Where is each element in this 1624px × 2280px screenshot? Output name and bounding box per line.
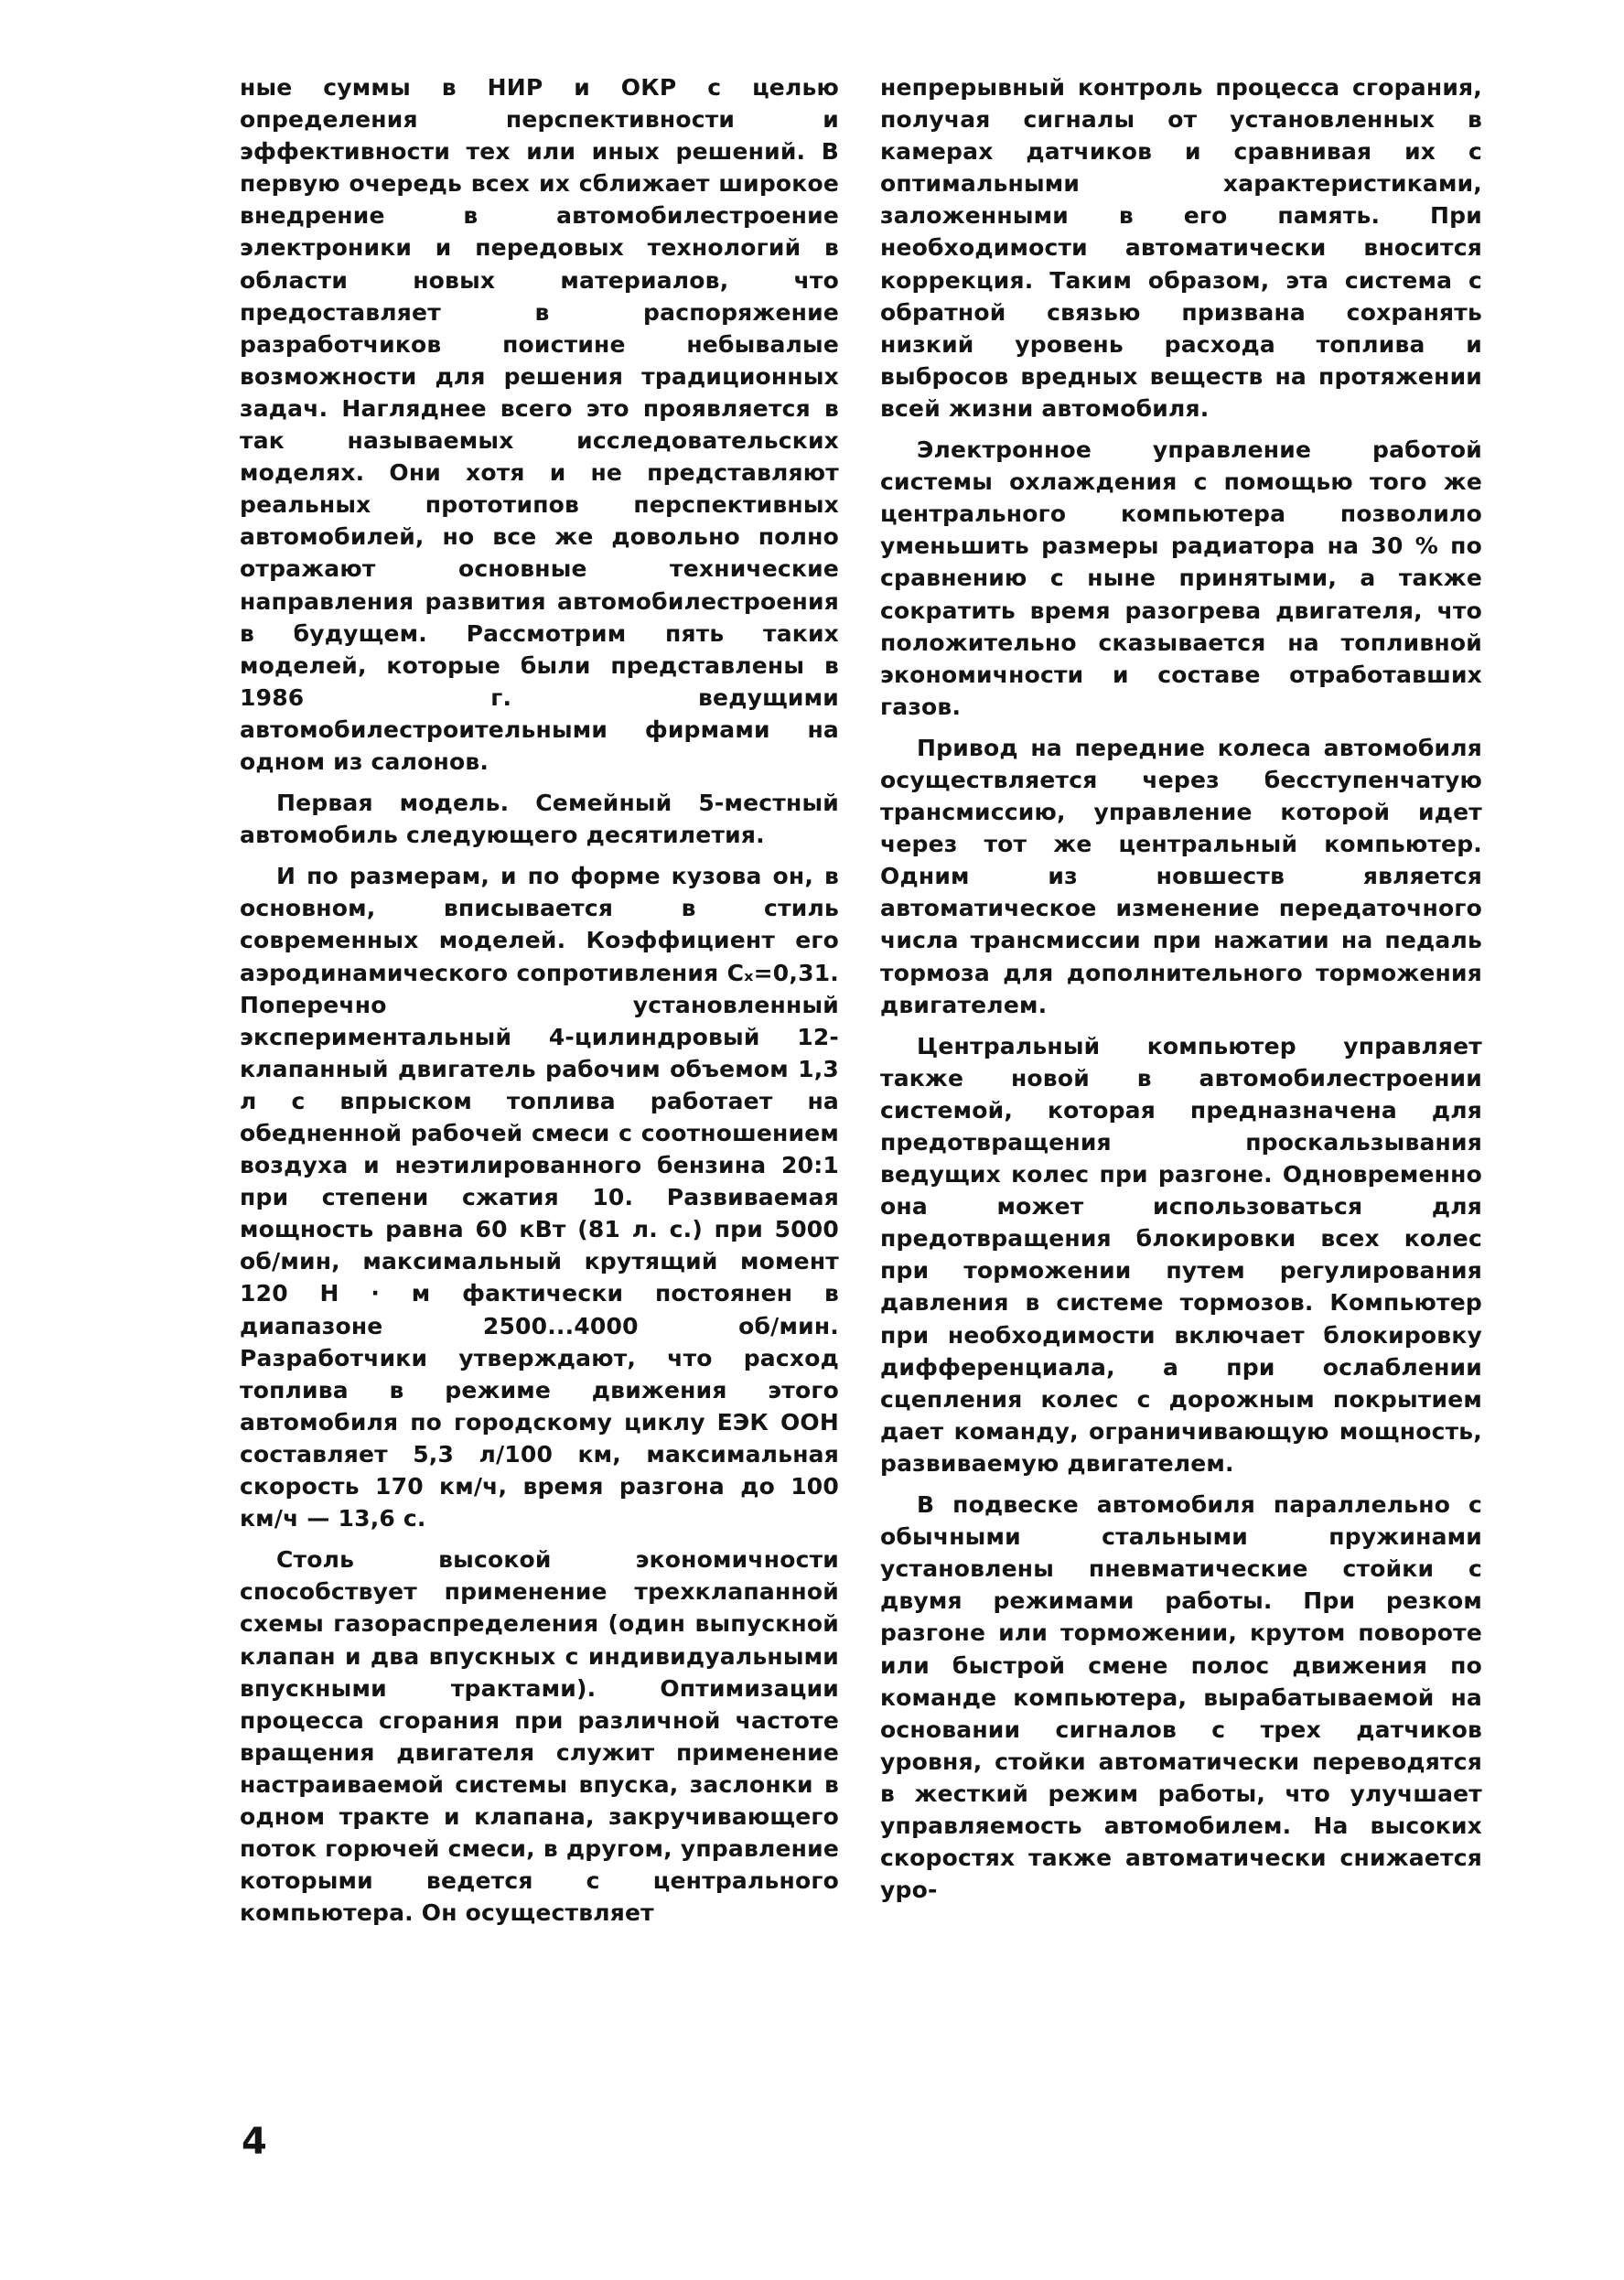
- page-number: 4: [242, 2121, 267, 2163]
- section-lead: Первая модель.: [276, 790, 510, 817]
- paragraph: непрерывный контроль процесса сгорания, получая сигналы от установленных в камерах датчиков и сравнивая их с оптимальными характеристиками, заложенными в его память. При необходимости автоматически вносится коррекция. Таким образом, эта система с обратной связью призвана сохранять низкий уровень расхода топлива и выбросов вредных веществ на протяжении всей жизни автомобиля.: [880, 74, 1482, 422]
- paragraph-text: Семейный 5-местный автомобиль следующего десятилетия.: [240, 790, 839, 849]
- paragraph: [240, 787, 839, 851]
- left-column: [240, 71, 839, 1938]
- paragraph: Привод на передние колеса автомобиля осуществляется через бесступенчатую трансмиссию, управление которой идет через тот же центральный компьютер. Одним из новшеств является автоматическое изменение передаточного числа трансмиссии при нажатии на педаль тормоза для дополнительного торможения двигателем.: [880, 734, 1482, 1018]
- paragraph: ные суммы в НИР и ОКР с целью определения перспективности и эффективности тех или иных решений. В первую очередь всех их сближает широкое внедрение в автомобилестроение электроники и передовых технологий в области новых материалов, что предоставляет в распоряжение разработчиков поистине небывалые возможности для решения традиционных задач. Нагляднее всего это проявляется в так называемых исследовательских моделях. Они хотя и не представляют реальных прототипов перспективных автомобилей, но все же довольно полно отражают основные технические направления развития автомобилестроения в будущем. Рассмотрим пять таких моделей, которые были представлены в 1986 г. ведущими автомобилестроительными фирмами на одном из салонов.: [240, 74, 839, 775]
- paragraph: Центральный компьютер управляет также новой в автомобилестроении системой, которая предназначена для предотвращения проскальзывания ведущих колес при разгоне. Одновременно она может использоваться для предотвращения блокировки всех колес при торможении путем регулирования давления в системе тормозов. Компьютер при необходимости включает блокировку дифференциала, а при ослаблении сцепления колес с дорожным покрытием дает команду, ограничивающую мощность, развиваемую двигателем.: [880, 1032, 1482, 1477]
- paragraph: И по размерам, и по форме кузова он, в основном, вписывается в стиль современных моделей. Коэффициент его аэродинамического сопротивления Cₓ=0,31. Поперечно установленный экспериментальный 4-цилиндровый 12-клапанный двигатель рабочим объемом 1,3 л с впрыском топлива работает на обедненной рабочей смеси с соотношением воздуха и неэтилированного бензина 20:1 при степени сжатия 10. Развиваемая мощность равна 60 кВт (81 л. с.) при 5000 об/мин, максимальный крутящий момент 120 Н · м фактически постоянен в диапазоне 2500...4000 об/мин. Разработчики утверждают, что расход топлива в режиме движения этого автомобиля по городскому циклу ЕЭК ООН составляет 5,3 л/100 км, максимальная скорость 170 км/ч, время разгона до 100 км/ч — 13,6 с.: [240, 863, 839, 1533]
- paragraph: Электронное управление работой системы охлаждения с помощью того же центрального компьютера позволило уменьшить размеры радиатора на 30 % по сравнению с ныне принятыми, а также сократить время разогрева двигателя, что положительно сказывается на топливной экономичности и составе отработавших газов.: [880, 436, 1482, 720]
- right-column: [880, 71, 1482, 1915]
- paragraph: Столь высокой экономичности способствует применение трехклапанной схемы газораспределения (один выпускной клапан и два впускных с индивидуальными впускными трактами). Оптимизации процесса сгорания при различной частоте вращения двигателя служит применение настраиваемой системы впуска, заслонки в одном тракте и клапана, закручивающего поток горючей смеси, в другом, управление которыми ведется с центрального компьютера. Он осуществляет: [240, 1546, 839, 1927]
- paragraph: В подвеске автомобиля параллельно с обычными стальными пружинами установлены пневматические стойки с двумя режимами работы. При резком разгоне или торможении, крутом повороте или быстрой смене полос движения по команде компьютера, вырабатываемой на основании сигналов с трех датчиков уровня, стойки автоматически переводятся в жесткий режим работы, что улучшает управляемость автомобилем. На высоких скоростях также автоматически снижается уро-: [880, 1491, 1482, 1904]
